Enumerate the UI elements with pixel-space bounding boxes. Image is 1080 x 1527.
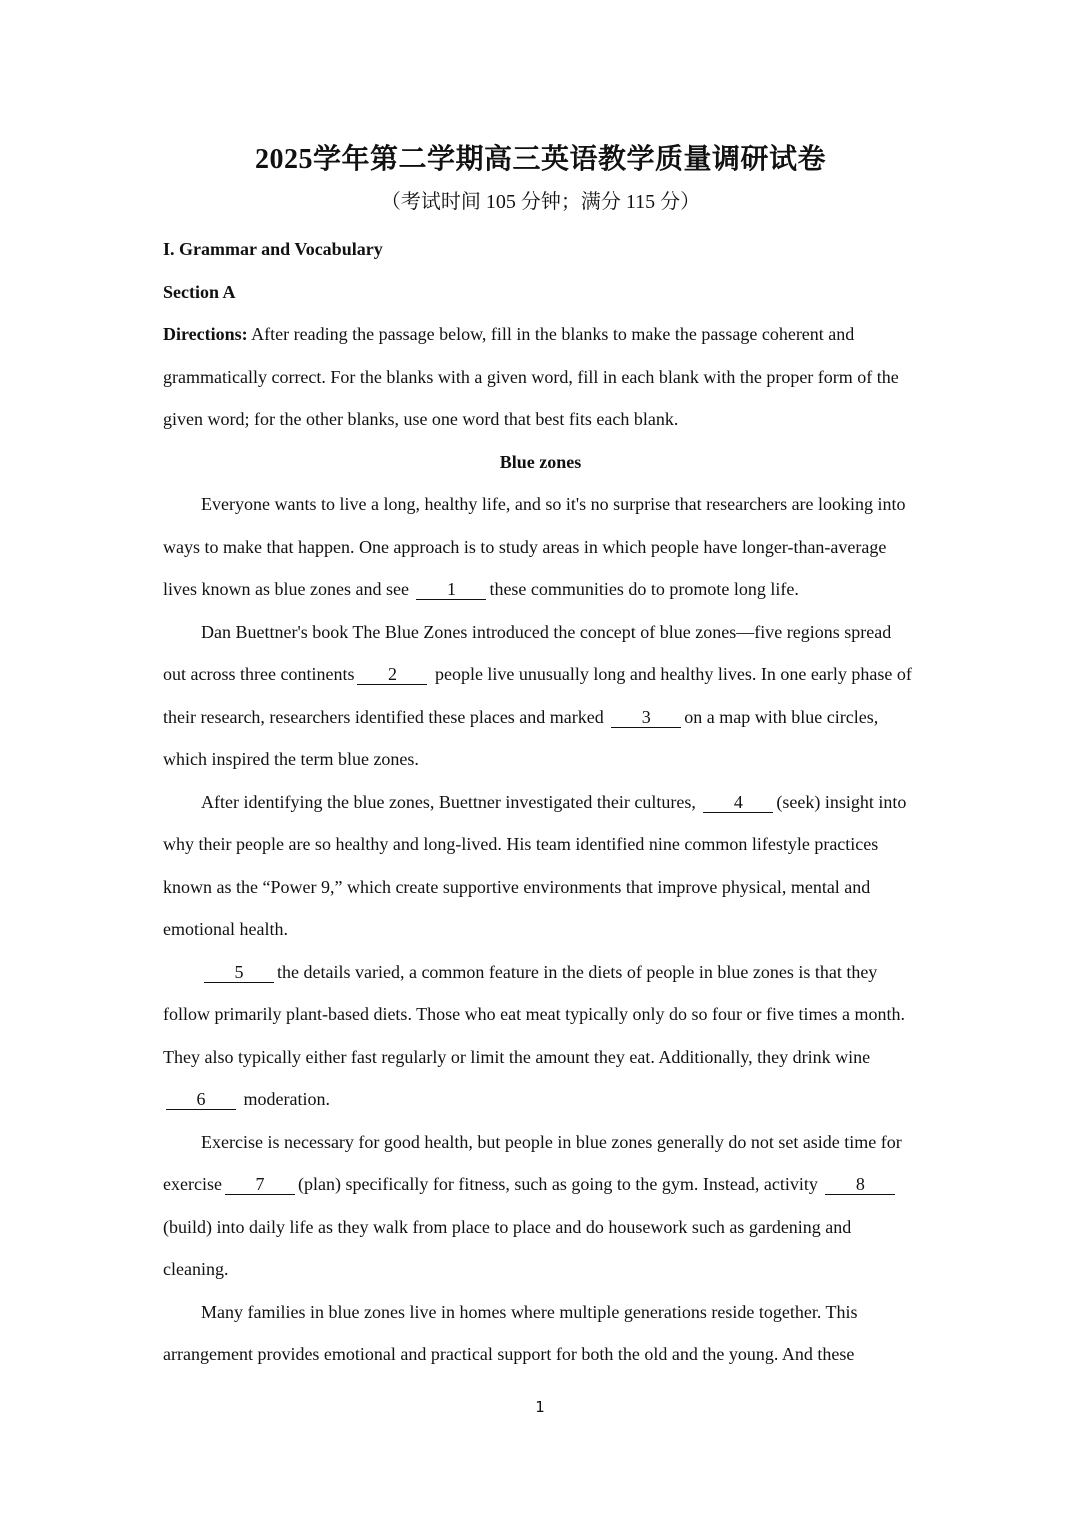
paragraph-text: Everyone wants to live a long, healthy life, and so it's no surprise that researchers are looking into ways to make that happen. One approach is to study areas in which people have longer-than-average lives known as blue zones and see: [163, 494, 906, 599]
exam-subtitle: （考试时间 105 分钟；满分 115 分）: [380, 191, 701, 213]
page-number: 1: [535, 1398, 545, 1416]
passage-paragraph-6: [163, 1291, 918, 1376]
passage-title: Blue zones: [499, 451, 582, 472]
section-heading: Section A: [163, 281, 236, 302]
paragraph-text: (seek) insight into why their people are so healthy and long-lived. His team identified nine common lifestyle practices known as the “Power 9,” which create supportive environments that improve physical, mental and emotional health.: [163, 791, 907, 939]
passage-paragraph-4: [163, 951, 918, 1121]
part-heading: I. Grammar and Vocabulary: [163, 239, 383, 259]
blank-7: 7: [225, 1174, 295, 1195]
passage-paragraph-3: [163, 781, 918, 951]
blank-5: 5: [204, 962, 274, 983]
passage-paragraph-5: [163, 1121, 918, 1291]
blank-6: 6: [166, 1089, 236, 1110]
paragraph-text: Dan Buettner's book The Blue Zones introduced the concept of blue zones—five regions spread out across three continents: [163, 621, 892, 684]
passage-paragraph-2: [163, 611, 918, 781]
exam-title: 2025学年第二学期高三英语教学质量调研试卷: [254, 144, 826, 175]
directions-label: Directions:: [163, 324, 248, 344]
blank-3: 3: [611, 707, 681, 728]
paragraph-text: (plan) specifically for fitness, such as going to the gym. Instead, activity: [297, 1174, 818, 1194]
directions: [163, 313, 918, 441]
paragraph-text: moderation.: [239, 1089, 330, 1109]
paragraph-text: the details varied, a common feature in the diets of people in blue zones is that they follow primarily plant-based diets. Those who eat meat typically only do so four or five times a month. They also typically either fast regularly or limit the amount they eat. Additionally, they drink wine: [163, 961, 906, 1067]
paragraph-text: on a map with blue circles, which inspired the term blue zones.: [163, 706, 879, 769]
paragraph-text: (build) into daily life as they walk from place to place and do housework such as gardening and cleaning.: [163, 1216, 852, 1279]
paragraph-text: these communities do to promote long life.: [489, 579, 799, 599]
paragraph-text: people live unusually long and healthy lives. In one early phase of their research, researchers identified these places and marked: [163, 664, 912, 727]
blank-8: 8: [825, 1174, 895, 1195]
paragraph-text: Many families in blue zones live in homes where multiple generations reside together. This arrangement provides emotional and practical support for both the old and the young. And these: [163, 1301, 858, 1364]
passage-paragraph-1: [163, 483, 918, 611]
paragraph-text: After identifying the blue zones, Buettner investigated their cultures,: [201, 791, 696, 812]
blank-1: 1: [416, 579, 486, 600]
directions-text: After reading the passage below, fill in the blanks to make the passage coherent and grammatically correct. For the blanks with a given word, fill in each blank with the proper form of the given word; for the other blanks, use one word that best fits each blank.: [163, 324, 899, 429]
blank-2: 2: [357, 664, 427, 685]
blank-4: 4: [703, 792, 773, 813]
paragraph-text: Exercise is necessary for good health, but people in blue zones generally do not set aside time for exercise: [163, 1131, 902, 1194]
